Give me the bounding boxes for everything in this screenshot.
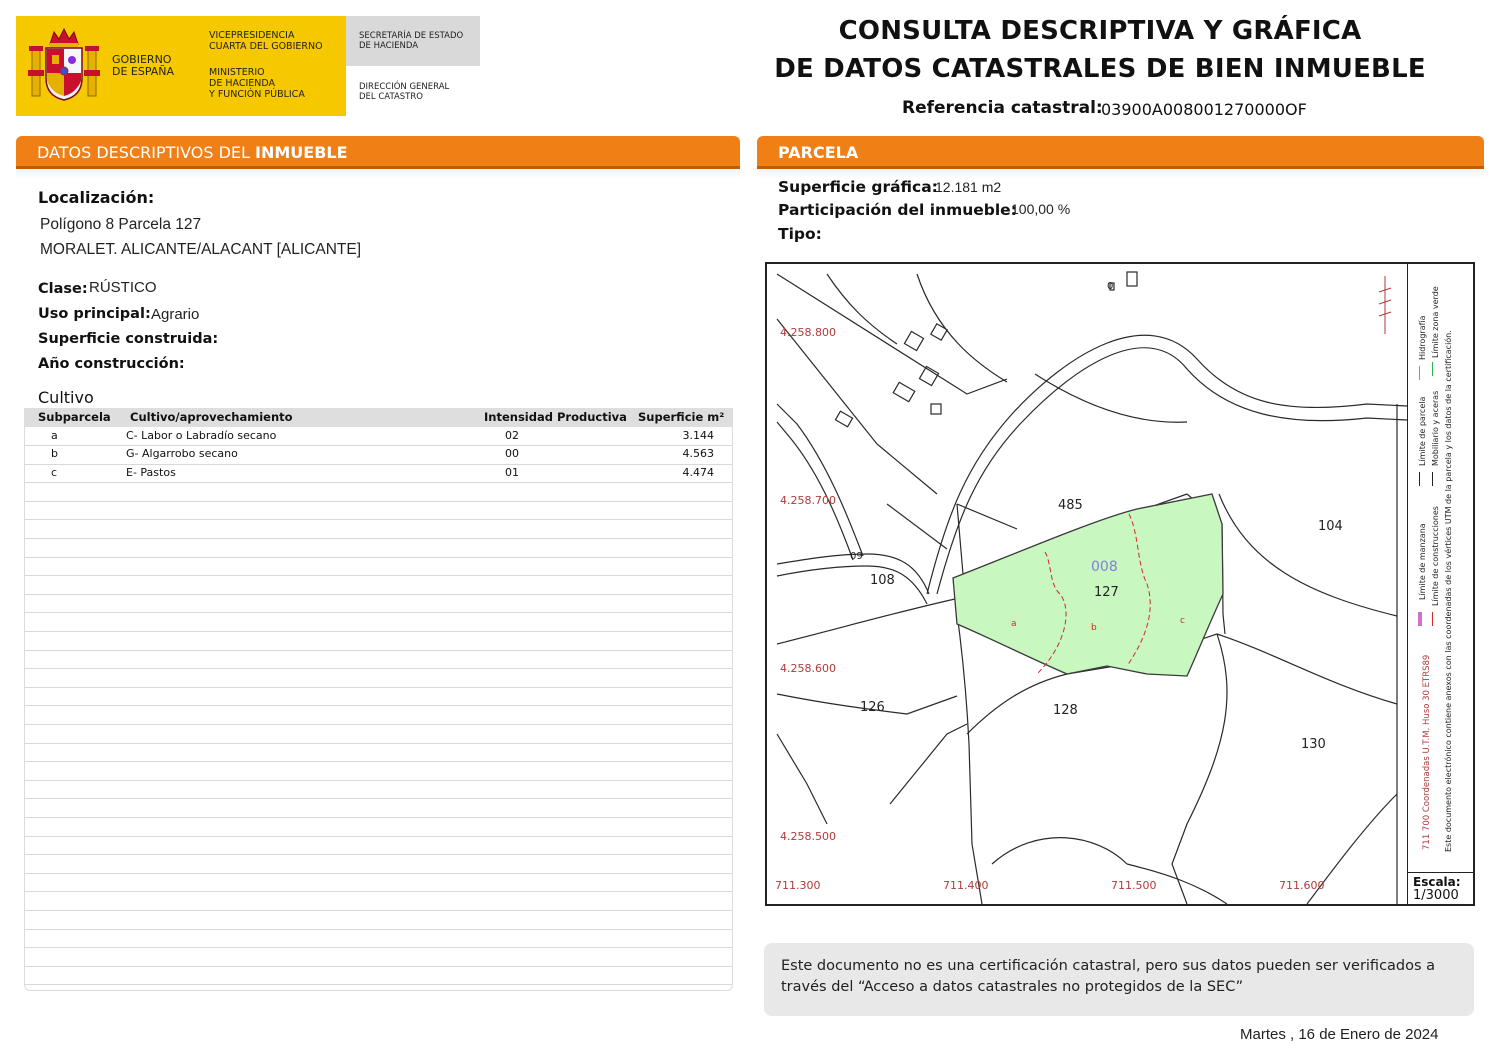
uso-principal-label: Uso principal: bbox=[38, 306, 151, 322]
legend-mobiliario: Mobiliario y aceras bbox=[1431, 390, 1440, 466]
table-row-line bbox=[25, 929, 732, 930]
col-subparcela: Subparcela bbox=[38, 410, 111, 424]
table-row-line bbox=[25, 947, 732, 948]
cell-superficie: 3.144 bbox=[682, 429, 714, 442]
map-x-tick: 711.500 bbox=[1111, 879, 1157, 892]
cell-superficie: 4.474 bbox=[682, 466, 714, 479]
subparcel-label-c: c bbox=[1180, 616, 1185, 626]
legend-separator bbox=[1407, 264, 1408, 904]
scale-separator bbox=[1408, 872, 1474, 873]
map-small-label: 0 bbox=[1107, 281, 1114, 292]
table-row-line bbox=[25, 501, 732, 502]
cell-cultivo: C- Labor o Labradío secano bbox=[126, 429, 277, 442]
cultivo-table-header bbox=[24, 408, 733, 427]
map-x-tick: 711.300 bbox=[775, 879, 821, 892]
parcel-label-104: 104 bbox=[1318, 519, 1343, 534]
map-y-tick: 4.258.800 bbox=[780, 326, 836, 339]
table-row-line bbox=[25, 854, 732, 855]
legend-hidro-swatch bbox=[1419, 366, 1420, 380]
table-row-line bbox=[25, 575, 732, 576]
legend-parcela-swatch bbox=[1419, 472, 1420, 486]
localizacion-line1: Polígono 8 Parcela 127 bbox=[40, 216, 202, 233]
table-row-line bbox=[25, 668, 732, 669]
table-row-line bbox=[25, 631, 732, 632]
table-row bbox=[24, 447, 733, 465]
table-row-line bbox=[25, 817, 732, 818]
participacion-value: 100,00 % bbox=[1011, 201, 1071, 217]
legend-utm: 711 700 Coordenadas U.T.M. Huso 30 ETRS89 bbox=[1422, 654, 1432, 850]
table-row-line bbox=[25, 594, 732, 595]
parcel-label-130: 130 bbox=[1301, 737, 1326, 752]
map-x-tick: 711.600 bbox=[1279, 879, 1325, 892]
table-row-line bbox=[25, 650, 732, 651]
subparcel-label-b: b bbox=[1091, 623, 1097, 633]
table-row bbox=[24, 466, 733, 484]
map-y-tick: 4.258.600 bbox=[780, 662, 836, 675]
secretaria-label: SECRETARÍA DE ESTADO DE HACIENDA bbox=[359, 31, 464, 51]
disclaimer-box bbox=[764, 943, 1474, 1016]
cell-intensidad: 00 bbox=[505, 447, 519, 460]
parcel-label-485: 485 bbox=[1058, 498, 1083, 513]
table-row-line bbox=[25, 724, 732, 725]
legend-limite-manzana: Límite de manzana bbox=[1418, 523, 1427, 600]
legend-verde-swatch bbox=[1432, 362, 1433, 376]
disclaimer-text: Este documento no es una certificación catastral, pero sus datos pueden ser verificados a través del “Acceso a datos catastrales no protegidos de la SEC” bbox=[781, 958, 1436, 995]
map-y-tick: 4.258.700 bbox=[780, 494, 836, 507]
cell-superficie: 4.563 bbox=[682, 447, 714, 460]
page-title-line1: CONSULTA DESCRIPTIVA Y GRÁFICA bbox=[838, 16, 1362, 46]
cultivo-title: Cultivo bbox=[38, 388, 94, 407]
cell-intensidad: 01 bbox=[505, 466, 519, 479]
col-intensidad: Intensidad Productiva bbox=[484, 410, 627, 424]
legend-zona-verde: Límite zona verde bbox=[1431, 286, 1440, 358]
clase-label: Clase: bbox=[38, 281, 88, 297]
localizacion-label: Localización: bbox=[38, 188, 155, 207]
col-cultivo: Cultivo/aprovechamiento bbox=[130, 410, 293, 424]
table-row-line bbox=[25, 705, 732, 706]
legend-mobiliario-swatch bbox=[1432, 472, 1433, 486]
cell-cultivo: G- Algarrobo secano bbox=[126, 447, 238, 460]
parcel-label-108: 108 bbox=[870, 573, 895, 588]
col-superficie: Superficie m² bbox=[638, 410, 725, 424]
table-row-line bbox=[25, 798, 732, 799]
table-row-line bbox=[25, 761, 732, 762]
cultivo-table-body bbox=[24, 427, 733, 487]
table-row-line bbox=[25, 519, 732, 520]
table-row-line bbox=[25, 984, 732, 985]
tipo-label: Tipo: bbox=[778, 225, 822, 243]
anio-construccion-label: Año construcción: bbox=[38, 356, 185, 372]
poligono-label: 008 bbox=[1091, 559, 1118, 575]
datos-descriptivos-bar bbox=[16, 136, 740, 169]
superficie-grafica-value: 12.181 m2 bbox=[935, 179, 1002, 195]
superficie-grafica-label: Superficie gráfica: bbox=[778, 178, 938, 196]
map-drawing bbox=[767, 264, 1407, 904]
table-row-line bbox=[25, 557, 732, 558]
ministerio-label: MINISTERIO DE HACIENDA Y FUNCIÓN PÚBLICA bbox=[209, 67, 305, 100]
page-title-line2: DE DATOS CATASTRALES DE BIEN INMUEBLE bbox=[774, 54, 1426, 84]
legend-limite-parcela: Límite de parcela bbox=[1418, 396, 1427, 466]
localizacion-line2: MORALET. ALICANTE/ALACANT [ALICANTE] bbox=[40, 241, 361, 258]
table-row-line bbox=[25, 780, 732, 781]
legend-hidrografia: Hidrografía bbox=[1418, 315, 1427, 360]
table-row-line bbox=[25, 910, 732, 911]
map-x-tick: 711.400 bbox=[943, 879, 989, 892]
scale-label: Escala: bbox=[1413, 875, 1461, 889]
gobierno-espana-label: GOBIERNO DE ESPAÑA bbox=[112, 53, 175, 78]
scale-value: 1/3000 bbox=[1413, 888, 1459, 903]
legend-anexos-note: Este documento electrónico contiene anexos con las coordenadas de los vértices UTM de la parcela y los datos de la certificación. bbox=[1444, 330, 1453, 852]
table-row-line bbox=[25, 966, 732, 967]
direccion-label: DIRECCIÓN GENERAL DEL CATASTRO bbox=[359, 82, 450, 102]
subparcel-label-a: a bbox=[1011, 619, 1017, 629]
parcela-bar bbox=[757, 136, 1484, 169]
table-row-line bbox=[25, 743, 732, 744]
participacion-label: Participación del inmueble: bbox=[778, 201, 1017, 219]
parcela-title: PARCELA bbox=[778, 143, 859, 162]
table-row-line bbox=[25, 612, 732, 613]
cultivo-table bbox=[24, 408, 733, 991]
ref-catastral-label: Referencia catastral: bbox=[902, 98, 1103, 118]
vicepresidencia-label: VICEPRESIDENCIA CUARTA DEL GOBIERNO bbox=[209, 30, 323, 52]
table-row-line bbox=[25, 687, 732, 688]
clase-value: RÚSTICO bbox=[89, 279, 157, 296]
table-row-line bbox=[25, 873, 732, 874]
uso-principal-value: Agrario bbox=[151, 306, 200, 323]
cell-cultivo: E- Pastos bbox=[126, 466, 176, 479]
table-row-line bbox=[25, 538, 732, 539]
parcel-127-area bbox=[953, 494, 1223, 676]
legend-limite-construcciones: Límite de construcciones bbox=[1431, 506, 1440, 606]
document-date: Martes , 16 de Enero de 2024 bbox=[1240, 1026, 1439, 1043]
datos-descriptivos-title: DATOS DESCRIPTIVOS DEL INMUEBLE bbox=[37, 143, 348, 162]
map-y-tick: 4.258.500 bbox=[780, 830, 836, 843]
cell-intensidad: 02 bbox=[505, 429, 519, 442]
parcel-label-127: 127 bbox=[1094, 585, 1119, 600]
coat-of-arms-icon bbox=[26, 26, 102, 106]
table-row-line bbox=[25, 836, 732, 837]
table-row-line bbox=[25, 891, 732, 892]
legend-construcciones-swatch bbox=[1432, 612, 1433, 626]
parcel-label-126: 126 bbox=[860, 700, 885, 715]
road-label: 09 bbox=[850, 551, 863, 562]
cell-subparcela: a bbox=[51, 429, 58, 442]
table-row bbox=[24, 429, 733, 447]
legend-manzana-swatch bbox=[1418, 612, 1422, 626]
cell-subparcela: b bbox=[51, 447, 58, 460]
ref-catastral-value: 03900A008001270000OF bbox=[1101, 100, 1307, 119]
cell-subparcela: c bbox=[51, 466, 58, 479]
parcel-label-128: 128 bbox=[1053, 703, 1078, 718]
bar-shadow bbox=[16, 169, 740, 179]
superficie-construida-label: Superficie construida: bbox=[38, 331, 219, 347]
